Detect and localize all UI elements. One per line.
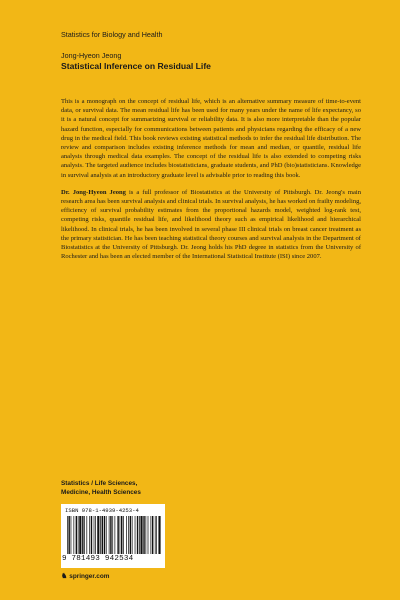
- author-bio-text: is a full professor of Biostatistics at the University of Pittsburgh. Dr. Jeong's main research area has been survival analysis and clinical trials. In survival analysis, he has worked on frailty modeling, efficiency of survival probability estimates from the proportional hazards model, weighted log-rank test, competing risks, quantile residual life, and likelihood theory such as empirical likelihood and hierarchical likelihood. In clinical trials, he has been involved in several phase III clinical trials on breast cancer treatment as the primary statistician. He has been teaching statistical theory courses and survival analysis in the Department of Biostatistics at the University of Pittsburgh. Dr. Jeong holds his PhD degree in statistics from the University of Rochester and has been an elected member of the International Statistical Institute (ISI) since 2007.: [61, 188, 361, 261]
- springer-horse-icon: ♞: [61, 573, 68, 580]
- author-name: Jong-Hyeon Jeong: [61, 51, 122, 60]
- author-bio: [61, 188, 361, 262]
- ean-number: 9 781493 942534: [62, 555, 134, 563]
- subject-line-2: Medicine, Health Sciences: [61, 489, 141, 496]
- isbn-text: ISBN 978-1-4939-4253-4: [65, 507, 139, 514]
- subject-category: [61, 479, 221, 497]
- publisher-url: springer.com: [69, 573, 110, 580]
- book-title: Statistical Inference on Residual Life: [61, 61, 211, 71]
- book-description: This is a monograph on the concept of residual life, which is an alternative summary measure of time-to-event data, or survival data. The mean residual life has been used for many years under the name of life expectancy, so it is a natural concept for summarizing survival or reliability data. It is also more interpretable than the popular hazard function, especially for communications between patients and physicians regarding the efficacy of a new drug in the medical field. This book reviews existing statistical methods to infer the residual life distribution. The review and comparison includes existing inference methods for mean and median, or quantile, residual life analysis through medical data examples. The concept of the residual life is also extended to competing risks analysis. The targeted audience includes biostatisticians, graduate students, and PhD (bio)statisticians. Knowledge in survival analysis at an introductory graduate level is advisable prior to reading this book.: [61, 98, 361, 179]
- back-cover-text: [61, 97, 361, 269]
- barcode-icon: [67, 516, 161, 554]
- publisher-mark: [61, 572, 109, 580]
- author-bio-name: Dr. Jong-Hyeon Jeong: [61, 188, 126, 196]
- barcode-panel: [61, 504, 165, 568]
- series-name: Statistics for Biology and Health: [61, 30, 163, 39]
- subject-line-1: Statistics / Life Sciences,: [61, 480, 138, 487]
